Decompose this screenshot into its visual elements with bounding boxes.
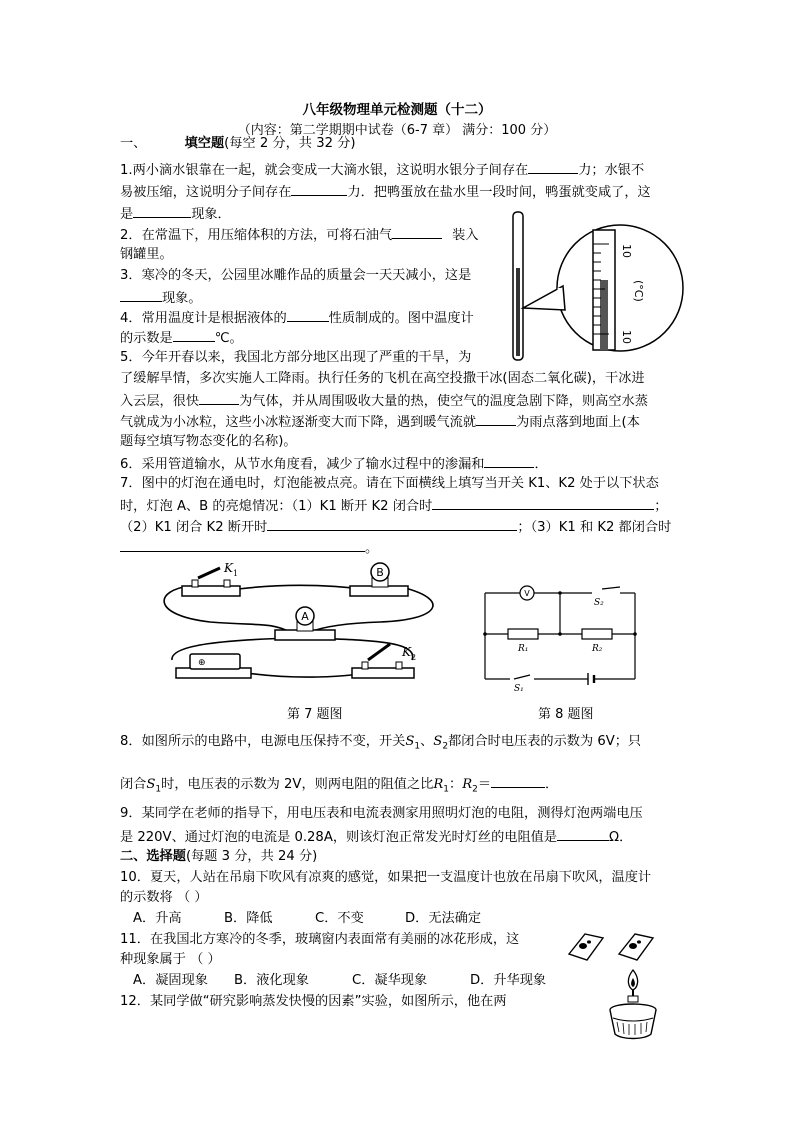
q7-line4: 。	[120, 537, 378, 559]
figure7-circuit	[150, 560, 440, 690]
q1-blank3[interactable]	[133, 203, 191, 218]
thermometer-unit: (°C)	[632, 280, 645, 302]
thermometer-tick-top: 10	[620, 244, 633, 258]
q11-option-d[interactable]: D．升华现象	[470, 973, 547, 988]
fig8-r1-label: R₁	[518, 644, 529, 654]
q11-option-b[interactable]: B．液化现象	[234, 973, 309, 988]
fig8-s1-label: S₁	[514, 684, 524, 694]
svg-text:⊕: ⊕	[198, 658, 206, 668]
fig7-k2-subscript: 2	[411, 653, 417, 662]
q10-option-a[interactable]: A．升高	[133, 911, 182, 926]
q12-line1: 12．某同学做“研究影响蒸发快慢的因素”实验，如图所示，他在两	[120, 994, 507, 1009]
fig7-k1-subscript: 1	[233, 569, 239, 578]
page-subtitle: （内容：第二学期期中试卷（6-7 章） 满分：100 分）	[237, 123, 557, 138]
q1-line3: 是 现象．	[120, 203, 231, 225]
q7-line3: （2）K1 闭合 K2 断开时 ；（3）K1 和 K2 都闭合时	[120, 516, 671, 538]
q7-line1: 7．图中的灯泡在通电时，灯泡能被点亮。请在下面横线上填写当开关 K1、K2 处于以下状态	[120, 476, 659, 491]
section1-heading	[120, 134, 356, 154]
q10-line1: 10．夏天，人站在吊扇下吹风有凉爽的感觉，如果把一支温度计也放在吊扇下吹风，温度计	[120, 870, 652, 885]
q6-line1: 6．采用管道输水，从节水角度看，减少了输水过程中的渗漏和 ．	[120, 453, 548, 475]
q3-blank[interactable]	[120, 287, 162, 302]
q5-line1: 5．今年开春以来，我国北方部分地区出现了严重的干旱，为	[120, 350, 472, 365]
q1-line2: 易被压缩，这说明分子间存在 力．把鸭蛋放在盐水里一段时间，鸭蛋就变咸了，这	[120, 181, 651, 203]
q5-line3: 入云层，很快 为气体，并从周围吸收大量的热，使空气的温度急剧下降，则高空水蒸	[120, 390, 648, 412]
page-title: 八年级物理单元检测题（十二）	[302, 102, 492, 118]
q1-blank1[interactable]	[528, 159, 578, 174]
fig7-k1-label: K	[224, 561, 233, 575]
section1-number: 一、	[120, 136, 147, 151]
fig7-lamp-b-label: B	[376, 566, 384, 579]
section1-name: 填空题	[184, 136, 225, 151]
figure7-caption: 第 7 题图	[287, 707, 343, 722]
q12-evaporation-figure	[555, 928, 670, 1043]
figure8-circuit	[480, 583, 640, 693]
q1-blank2[interactable]	[291, 181, 347, 196]
fig7-lamp-a-label: A	[301, 610, 309, 623]
q3-line2: 现象。	[120, 287, 202, 309]
q7-blank3[interactable]	[120, 537, 365, 552]
q10-line2: 的示数将 （ ）	[120, 890, 208, 905]
q11-line1: 11．在我国北方寒冷的冬季，玻璃窗内表面常有美丽的冰花形成，这	[120, 932, 520, 947]
q10-option-d[interactable]: D．无法确定	[405, 911, 482, 926]
fig8-r2-label: R₂	[592, 644, 603, 654]
fig8-s2-label: S₂	[594, 598, 604, 608]
q5-blank1[interactable]	[199, 390, 239, 405]
thermometer-tick-bottom: 10	[620, 330, 633, 344]
q1-line1: 1.两小滴水银靠在一起，就会变成一大滴水银，这说明水银分子间存在 力；水银不	[120, 159, 644, 181]
q11-option-a[interactable]: A．凝固现象	[133, 973, 208, 988]
q2-blank[interactable]	[392, 224, 442, 239]
q5-line2: 了缓解旱情，多次实施人工降雨。执行任务的飞机在高空投撒干冰(固态二氧化碳)，干冰进	[120, 371, 645, 386]
q11-line2: 种现象属于 （ ）	[120, 952, 221, 967]
q10-option-b[interactable]: B．降低	[224, 911, 273, 926]
fig7-k2-label: K	[402, 645, 411, 659]
q4-blank2[interactable]	[173, 327, 215, 342]
q8-line1: 8．如图所示的电路中，电源电压保持不变，开关$S_1$、$S_2$都闭合时电压表的示数为 6V；只	[120, 734, 642, 752]
q2-line2: 钢罐里。	[120, 247, 173, 262]
q4-line1: 4．常用温度计是根据液体的 性质制成的。图中温度计	[120, 307, 474, 329]
figure8-caption: 第 8 题图	[538, 707, 594, 722]
section1-note: (每空 2 分，共 32 分)	[224, 136, 356, 151]
q9-blank[interactable]	[557, 826, 609, 841]
q2-line1: 2．在常温下，用压缩体积的方法，可将石油气 装入	[120, 224, 479, 246]
q4-blank1[interactable]	[287, 307, 329, 322]
q7-blank1[interactable]	[432, 495, 654, 510]
q5-line5: 题每空填写物态变化的名称)。	[120, 434, 297, 449]
q11-option-c[interactable]: C．凝华现象	[352, 973, 428, 988]
fig8-voltmeter-label: V	[524, 589, 530, 598]
thermometer-figure	[505, 208, 680, 363]
q5-blank2[interactable]	[476, 411, 516, 426]
q5-line4: 气就成为小冰粒，这些小冰粒逐渐变大而下降，遇到暖气流就 为雨点落到地面上(本	[120, 411, 640, 433]
q10-option-c[interactable]: C．不变	[315, 911, 364, 926]
q7-line2: 时，灯泡 A、B 的亮熄情况：（1）K1 断开 K2 闭合时 ；	[120, 495, 667, 517]
q3-line1: 3．寒冷的冬天，公园里冰雕作品的质量会一天天减小，这是	[120, 268, 472, 283]
q9-line1: 9．某同学在老师的指导下，用电压表和电流表测家用照明灯泡的电阻，测得灯泡两端电压	[120, 806, 643, 821]
q8-blank[interactable]	[491, 773, 545, 788]
q6-blank[interactable]	[484, 453, 534, 468]
q9-line2: 是 220V、通过灯泡的电流是 0.28A，则该灯泡正常发光时灯丝的电阻值是 Ω．	[120, 826, 632, 848]
q8-line2: 闭合$S_1$时，电压表的示数为 2V，则两电阻的阻值之比$R_1$：$R_2=$ ．	[120, 773, 558, 800]
q7-blank2[interactable]	[267, 516, 517, 531]
q4-line2: 的示数是 ℃。	[120, 327, 243, 349]
section2-heading: 二、选择题(每题 3 分，共 24 分)	[120, 849, 318, 864]
